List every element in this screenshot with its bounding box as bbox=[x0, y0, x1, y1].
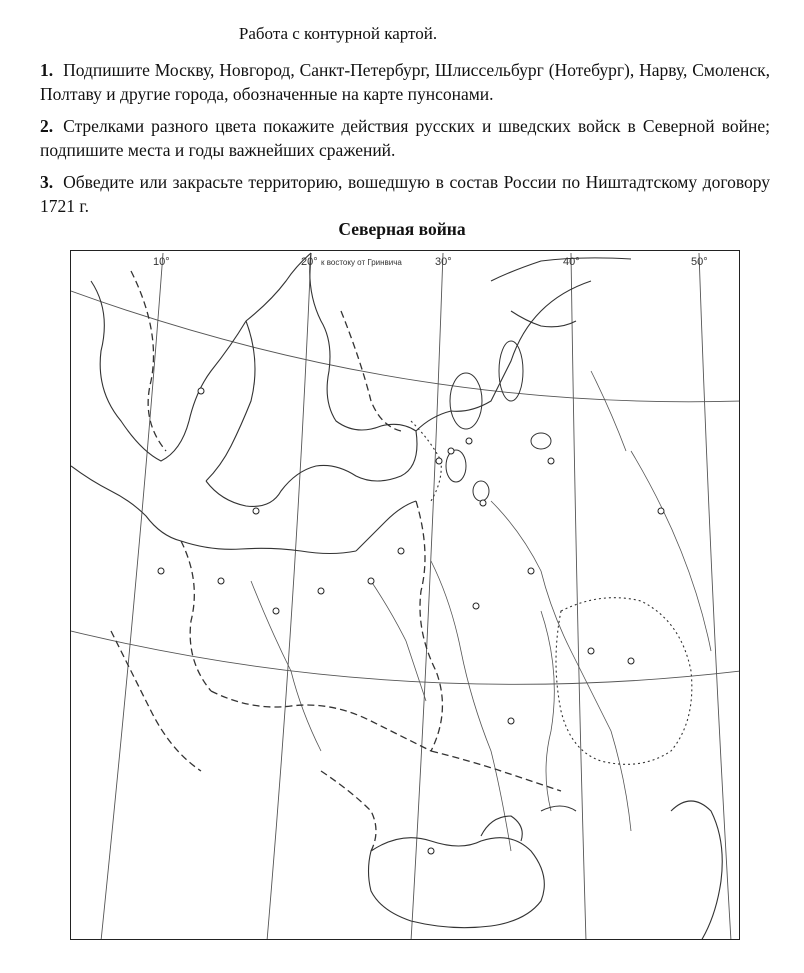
lon-label-10: 10° bbox=[153, 256, 170, 268]
city-marker[interactable] bbox=[528, 568, 534, 574]
heading-text: Работа с контурной картой. bbox=[238, 24, 438, 43]
task-2-number: 2. bbox=[40, 116, 54, 136]
city-marker[interactable] bbox=[480, 500, 486, 506]
city-marker[interactable] bbox=[218, 578, 224, 584]
border-germany-poland bbox=[181, 541, 211, 691]
map-drawing bbox=[71, 251, 740, 940]
map-title: Северная война bbox=[338, 219, 466, 239]
task-3 bbox=[40, 170, 770, 218]
denmark-coast bbox=[71, 466, 181, 541]
finland-lakes-coast bbox=[416, 281, 591, 431]
city-marker[interactable] bbox=[448, 448, 454, 454]
city-marker[interactable] bbox=[628, 658, 634, 664]
task-1-text: Подпишите Москву, Новгород, Санкт-Петербург, Шлиссельбург (Нотебург), Нарву, Смоленск, Полтаву и другие города, обозначенные на карте пунсонами. bbox=[40, 60, 770, 104]
river-volga bbox=[491, 501, 631, 831]
lon-label-40: 40° bbox=[563, 256, 580, 268]
lon-label-30: 30° bbox=[435, 256, 452, 268]
lake-ladoga bbox=[450, 373, 482, 429]
meridian-30 bbox=[411, 253, 443, 940]
city-marker[interactable] bbox=[588, 648, 594, 654]
parallel-50 bbox=[71, 631, 740, 684]
lake-peipus bbox=[446, 450, 466, 482]
lake-ilmen bbox=[473, 481, 489, 501]
lon-label-50: 50° bbox=[691, 256, 708, 268]
city-marker[interactable] bbox=[253, 508, 259, 514]
task-2 bbox=[40, 114, 770, 162]
city-marker[interactable] bbox=[436, 458, 442, 464]
city-marker[interactable] bbox=[473, 603, 479, 609]
coastlines bbox=[71, 253, 631, 554]
meridian-lines bbox=[101, 253, 731, 940]
sea-of-azov bbox=[541, 806, 576, 811]
border-norway-sweden bbox=[131, 271, 166, 451]
city-marker[interactable] bbox=[466, 438, 472, 444]
courland-coast bbox=[356, 501, 416, 551]
river-western-dvina bbox=[371, 581, 426, 701]
border-danube bbox=[321, 771, 376, 851]
rivers bbox=[251, 371, 711, 851]
state-borders bbox=[111, 271, 561, 851]
border-sweden-finland bbox=[341, 311, 401, 431]
white-sea-coast bbox=[491, 258, 631, 281]
worksheet-heading bbox=[0, 24, 804, 44]
southern-seas bbox=[369, 801, 723, 940]
city-marker[interactable] bbox=[318, 588, 324, 594]
caspian-sea bbox=[671, 801, 722, 940]
contour-map[interactable] bbox=[70, 250, 740, 940]
scandinavia-coast-west bbox=[91, 253, 311, 461]
river-vistula bbox=[251, 581, 321, 751]
border-russia-poland bbox=[416, 501, 442, 751]
gulf-of-bothnia-coast bbox=[310, 253, 416, 431]
meridian-note: к востоку от Гринвича bbox=[321, 258, 402, 267]
city-marker[interactable] bbox=[158, 568, 164, 574]
city-markers bbox=[158, 388, 664, 854]
border-poland-south bbox=[211, 691, 431, 751]
city-marker[interactable] bbox=[273, 608, 279, 614]
river-kama bbox=[631, 451, 711, 651]
city-marker[interactable] bbox=[658, 508, 664, 514]
city-marker[interactable] bbox=[508, 718, 514, 724]
river-northern-dvina bbox=[591, 371, 626, 451]
task-3-number: 3. bbox=[40, 172, 54, 192]
parallel-60 bbox=[71, 291, 740, 402]
task-1 bbox=[40, 58, 770, 106]
task-3-text: Обведите или закрасьте территорию, вошедшую в состав России по Ништадтскому договору 1721 г. bbox=[40, 172, 770, 216]
baltic-south-coast bbox=[206, 431, 417, 506]
lake-onega bbox=[499, 341, 523, 401]
meridian-40 bbox=[571, 253, 586, 940]
lon-label-20: 20° bbox=[301, 256, 318, 268]
city-marker[interactable] bbox=[428, 848, 434, 854]
city-marker[interactable] bbox=[398, 548, 404, 554]
task-2-text: Стрелками разного цвета покажите действия русских и шведских войск в Северной войне; подпишите места и годы важнейших сражений. bbox=[40, 116, 770, 160]
onega-bay bbox=[511, 311, 576, 327]
city-marker[interactable] bbox=[198, 388, 204, 394]
lakes bbox=[446, 341, 551, 501]
black-sea bbox=[369, 838, 545, 928]
meridian-50 bbox=[699, 253, 731, 940]
city-marker[interactable] bbox=[368, 578, 374, 584]
task-1-number: 1. bbox=[40, 60, 54, 80]
lake-beloye bbox=[531, 433, 551, 449]
city-marker[interactable] bbox=[548, 458, 554, 464]
parallel-lines bbox=[71, 291, 740, 684]
river-don bbox=[541, 611, 554, 811]
germany-poland-coast bbox=[181, 541, 356, 554]
